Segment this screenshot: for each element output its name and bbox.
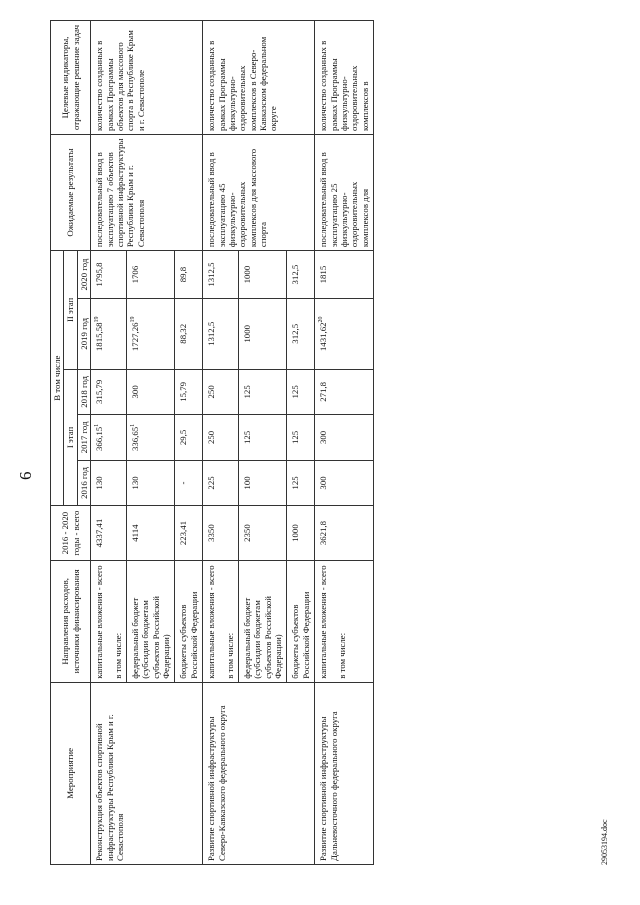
y2020-cell: 1312,5 — [203, 251, 239, 299]
page-number: 6 — [16, 471, 35, 480]
footnote-ref: 1 — [94, 423, 101, 427]
y2020-cell: 1795,8 — [91, 251, 127, 299]
direction-cell — [315, 560, 374, 682]
measure-cell: Развитие спортивной инфраструктуры Северо-Кавказского федерального округа — [203, 682, 315, 864]
y2016-cell: 100 — [238, 460, 287, 506]
y2019-cell — [126, 298, 175, 369]
total-cell: 223,41 — [175, 506, 203, 561]
y2019-cell — [315, 298, 374, 369]
results-cell: последовательный ввод в эксплуатацию 25 физкультурно-оздоровительных комплексов для — [315, 134, 374, 250]
y2019-cell: 312,5 — [287, 298, 315, 369]
direction-sub: в том числе: — [336, 632, 347, 679]
direction-cell: федеральный бюджет (субсидии бюджетам субъектов Российской Федерации) — [238, 560, 287, 682]
y2020-cell: 1815 — [315, 251, 374, 299]
header-stage-2: II этап — [64, 251, 77, 369]
value: 336,65 — [129, 426, 140, 452]
direction-cell — [203, 560, 239, 682]
header-2020: 2020 год — [77, 251, 90, 299]
y2017-cell: 125 — [238, 415, 287, 461]
footnote-ref: 20 — [318, 316, 325, 323]
y2020-cell: 1706 — [126, 251, 175, 299]
y2016-cell: - — [175, 460, 203, 506]
measure-cell: Реконструкция объектов спортивной инфраструктуры Республики Крым и г. Севастополя — [91, 682, 203, 864]
y2017-cell: 300 — [315, 415, 374, 461]
y2016-cell: 300 — [315, 460, 374, 506]
header-total: 2016 - 2020 годы - всего — [51, 506, 91, 561]
total-cell: 3350 — [203, 506, 239, 561]
total-cell: 3621,8 — [315, 506, 374, 561]
direction-sub: в том числе: — [112, 632, 123, 679]
header-directions: Направления расходов, источники финансирования — [51, 560, 91, 682]
y2020-cell: 312,5 — [287, 251, 315, 299]
header-2017: 2017 год — [77, 415, 90, 461]
header-2018: 2018 год — [77, 369, 90, 415]
total-cell: 4114 — [126, 506, 175, 561]
direction-sub: в том числе: — [224, 632, 235, 679]
y2019-cell: 88,32 — [175, 298, 203, 369]
direction-cell — [91, 560, 127, 682]
y2017-cell — [91, 415, 127, 461]
y2020-cell: 1000 — [238, 251, 287, 299]
header-stage-1: I этап — [64, 369, 77, 506]
y2017-cell — [126, 415, 175, 461]
y2019-cell: 1312,5 — [203, 298, 239, 369]
direction-cell: федеральный бюджет (субсидии бюджетам субъектов Российской Федерации) — [126, 560, 175, 682]
value: 1431,62 — [318, 322, 329, 352]
header-indicators: Целевые индикаторы, отражающие решение задач — [51, 21, 91, 135]
y2020-cell: 89,8 — [175, 251, 203, 299]
direction-cell: бюджеты субъектов Российской Федерации — [287, 560, 315, 682]
y2018-cell: 271,8 — [315, 369, 374, 415]
header-measure: Мероприятие — [51, 682, 91, 864]
results-cell: последовательный ввод в эксплуатацию 7 объектов спортивной инфраструктуры Республики Крым и г. Севастополя — [91, 134, 203, 250]
footnote-ref: 19 — [129, 316, 136, 323]
y2019-cell — [91, 298, 127, 369]
program-table — [50, 20, 374, 865]
header-results: Ожидаемые результаты — [51, 134, 91, 250]
y2018-cell: 250 — [203, 369, 239, 415]
y2019-cell: 1000 — [238, 298, 287, 369]
total-cell: 2350 — [238, 506, 287, 561]
total-cell: 1000 — [287, 506, 315, 561]
footnote-ref: 19 — [94, 316, 101, 323]
y2018-cell: 15,79 — [175, 369, 203, 415]
measure-cell: Развитие спортивной инфраструктуры Дальневосточного федерального округа — [315, 682, 374, 864]
y2016-cell: 125 — [287, 460, 315, 506]
y2017-cell: 29,5 — [175, 415, 203, 461]
y2018-cell: 315,79 — [91, 369, 127, 415]
y2016-cell: 225 — [203, 460, 239, 506]
direction-label: капитальные вложения - всего — [94, 565, 105, 679]
results-cell: последовательный ввод в эксплуатацию 45 физкультурно-оздоровительных комплексов для массового спорта — [203, 134, 315, 250]
header-in-that-number: В том числе — [51, 251, 64, 506]
table-row — [91, 21, 127, 865]
y2017-cell: 250 — [203, 415, 239, 461]
direction-cell: бюджеты субъектов Российской Федерации — [175, 560, 203, 682]
value: 366,15 — [94, 426, 105, 452]
y2017-cell: 125 — [287, 415, 315, 461]
value: 1815,58 — [94, 322, 105, 352]
footnote-ref: 1 — [129, 423, 136, 427]
y2016-cell: 130 — [91, 460, 127, 506]
indicators-cell: количество созданных в рамках Программы объектов для массового спорта в Республике Крым и г. Севастополе — [91, 21, 203, 135]
direction-label: капитальные вложения - всего — [318, 565, 329, 679]
y2016-cell: 130 — [126, 460, 175, 506]
header-2016: 2016 год — [77, 460, 90, 506]
y2018-cell: 125 — [287, 369, 315, 415]
y2018-cell: 300 — [126, 369, 175, 415]
indicators-cell: количество созданных в рамках Программы физкультурно-оздоровительных комплексов в — [315, 21, 374, 135]
direction-label: капитальные вложения - всего — [206, 565, 217, 679]
footer-filename: 29053194.doc — [600, 819, 609, 865]
header-2019: 2019 год — [77, 298, 90, 369]
table-row — [315, 21, 374, 865]
y2018-cell: 125 — [238, 369, 287, 415]
value: 1727,26 — [129, 322, 140, 352]
total-cell: 4337,41 — [91, 506, 127, 561]
table-row — [203, 21, 239, 865]
indicators-cell: количество созданных в рамках Программы физкультурно-оздоровительных комплексов в Северо-Кавказском федеральном округе — [203, 21, 315, 135]
